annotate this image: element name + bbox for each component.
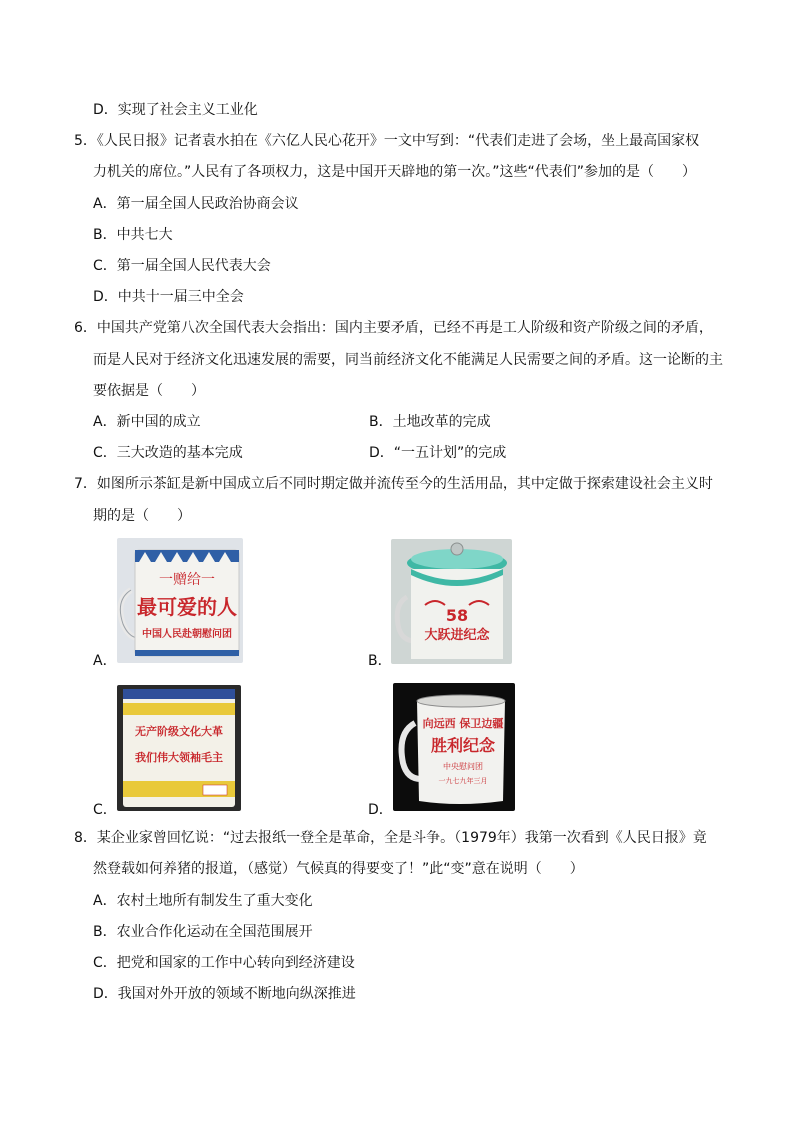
q7-label-a: A． <box>93 653 117 669</box>
q8-option-c: C．把党和国家的工作中心转向到经济建设 <box>93 955 355 971</box>
q6-option-a: A．新中国的成立 <box>93 414 201 430</box>
mug-d-text3: 中央慰问团 <box>443 762 483 771</box>
mug-c-text2: 我们伟大领袖毛主 <box>135 751 223 764</box>
mug-d-drawing <box>393 683 515 811</box>
q5-option-a: A．第一届全国人民政治协商会议 <box>93 196 299 212</box>
mug-a-drawing <box>117 538 243 663</box>
q5-stem-line2: 力机关的席位。”人民有了各项权力，这是中国开天辟地的第一次。”这些“代表们”参加的是（ ） <box>93 164 697 180</box>
mug-a-text2: 最可爱的人 <box>137 595 237 619</box>
q6-option-d: D．“一五计划”的完成 <box>369 445 507 461</box>
q5-option-d: D．中共十一届三中全会 <box>93 289 244 305</box>
mug-d-text2: 胜利纪念 <box>430 736 496 755</box>
mug-a-image <box>117 538 243 663</box>
q6-option-b: B．土地改革的完成 <box>369 414 491 430</box>
mug-a-text1: 一赠给一 <box>159 572 215 588</box>
mug-c-text1: 无产阶级文化大革 <box>135 725 223 738</box>
mug-b-text2: 大跃进纪念 <box>424 628 490 643</box>
q5-option-c: C．第一届全国人民代表大会 <box>93 258 271 274</box>
mug-b-drawing <box>391 539 512 664</box>
mug-a-text3: 中国人民赴朝慰问团 <box>142 629 232 640</box>
mug-b-text1: 58 <box>445 606 469 625</box>
q7-label-b: B． <box>368 653 392 669</box>
q6-stem-line2: 而是人民对于经济文化迅速发展的需要，同当前经济文化不能满足人民需要之间的矛盾。这一论断的主 <box>93 352 723 368</box>
mug-d-text4: 一九七九年三月 <box>438 777 488 785</box>
q8-stem-line2: 然登载如何养猪的报道，（感觉）气候真的得要变了！”此“变”意在说明（ ） <box>93 861 584 877</box>
q7-stem-line2: 期的是（ ） <box>93 508 191 524</box>
q7-label-d: D． <box>368 802 393 818</box>
q7-stem-line1: 7．如图所示茶缸是新中国成立后不同时期定做并流传至今的生活用品，其中定做于探索建设社会主义时 <box>74 476 713 492</box>
mug-c-drawing <box>117 685 241 811</box>
q6-stem-line3: 要依据是（ ） <box>93 383 205 399</box>
q8-option-d: D．我国对外开放的领域不断地向纵深推进 <box>93 986 356 1002</box>
mug-d-image <box>393 683 515 811</box>
mug-d-text1: 向远西 保卫边疆 <box>422 717 504 730</box>
q5-stem-line1: 5．《人民日报》记者袁水拍在《六亿人民心花开》一文中写到：“代表们走进了会场，坐上最高国家权 <box>74 133 700 149</box>
mug-c-image <box>117 685 241 811</box>
q8-option-b: B．农业合作化运动在全国范围展开 <box>93 924 313 940</box>
q6-option-c: C．三大改造的基本完成 <box>93 445 243 461</box>
q8-option-a: A．农村土地所有制发生了重大变化 <box>93 893 313 909</box>
q7-label-c: C． <box>93 802 117 818</box>
q4-option-d: D．实现了社会主义工业化 <box>93 102 258 118</box>
q5-option-b: B．中共七大 <box>93 227 173 243</box>
mug-b-image <box>391 539 512 664</box>
q8-stem-line1: 8．某企业家曾回忆说：“过去报纸一登全是革命，全是斗争。（1979年）我第一次看到《人民日报》竟 <box>74 830 707 846</box>
q6-stem-line1: 6．中国共产党第八次全国代表大会指出：国内主要矛盾，已经不再是工人阶级和资产阶级之间的矛盾， <box>74 320 713 336</box>
